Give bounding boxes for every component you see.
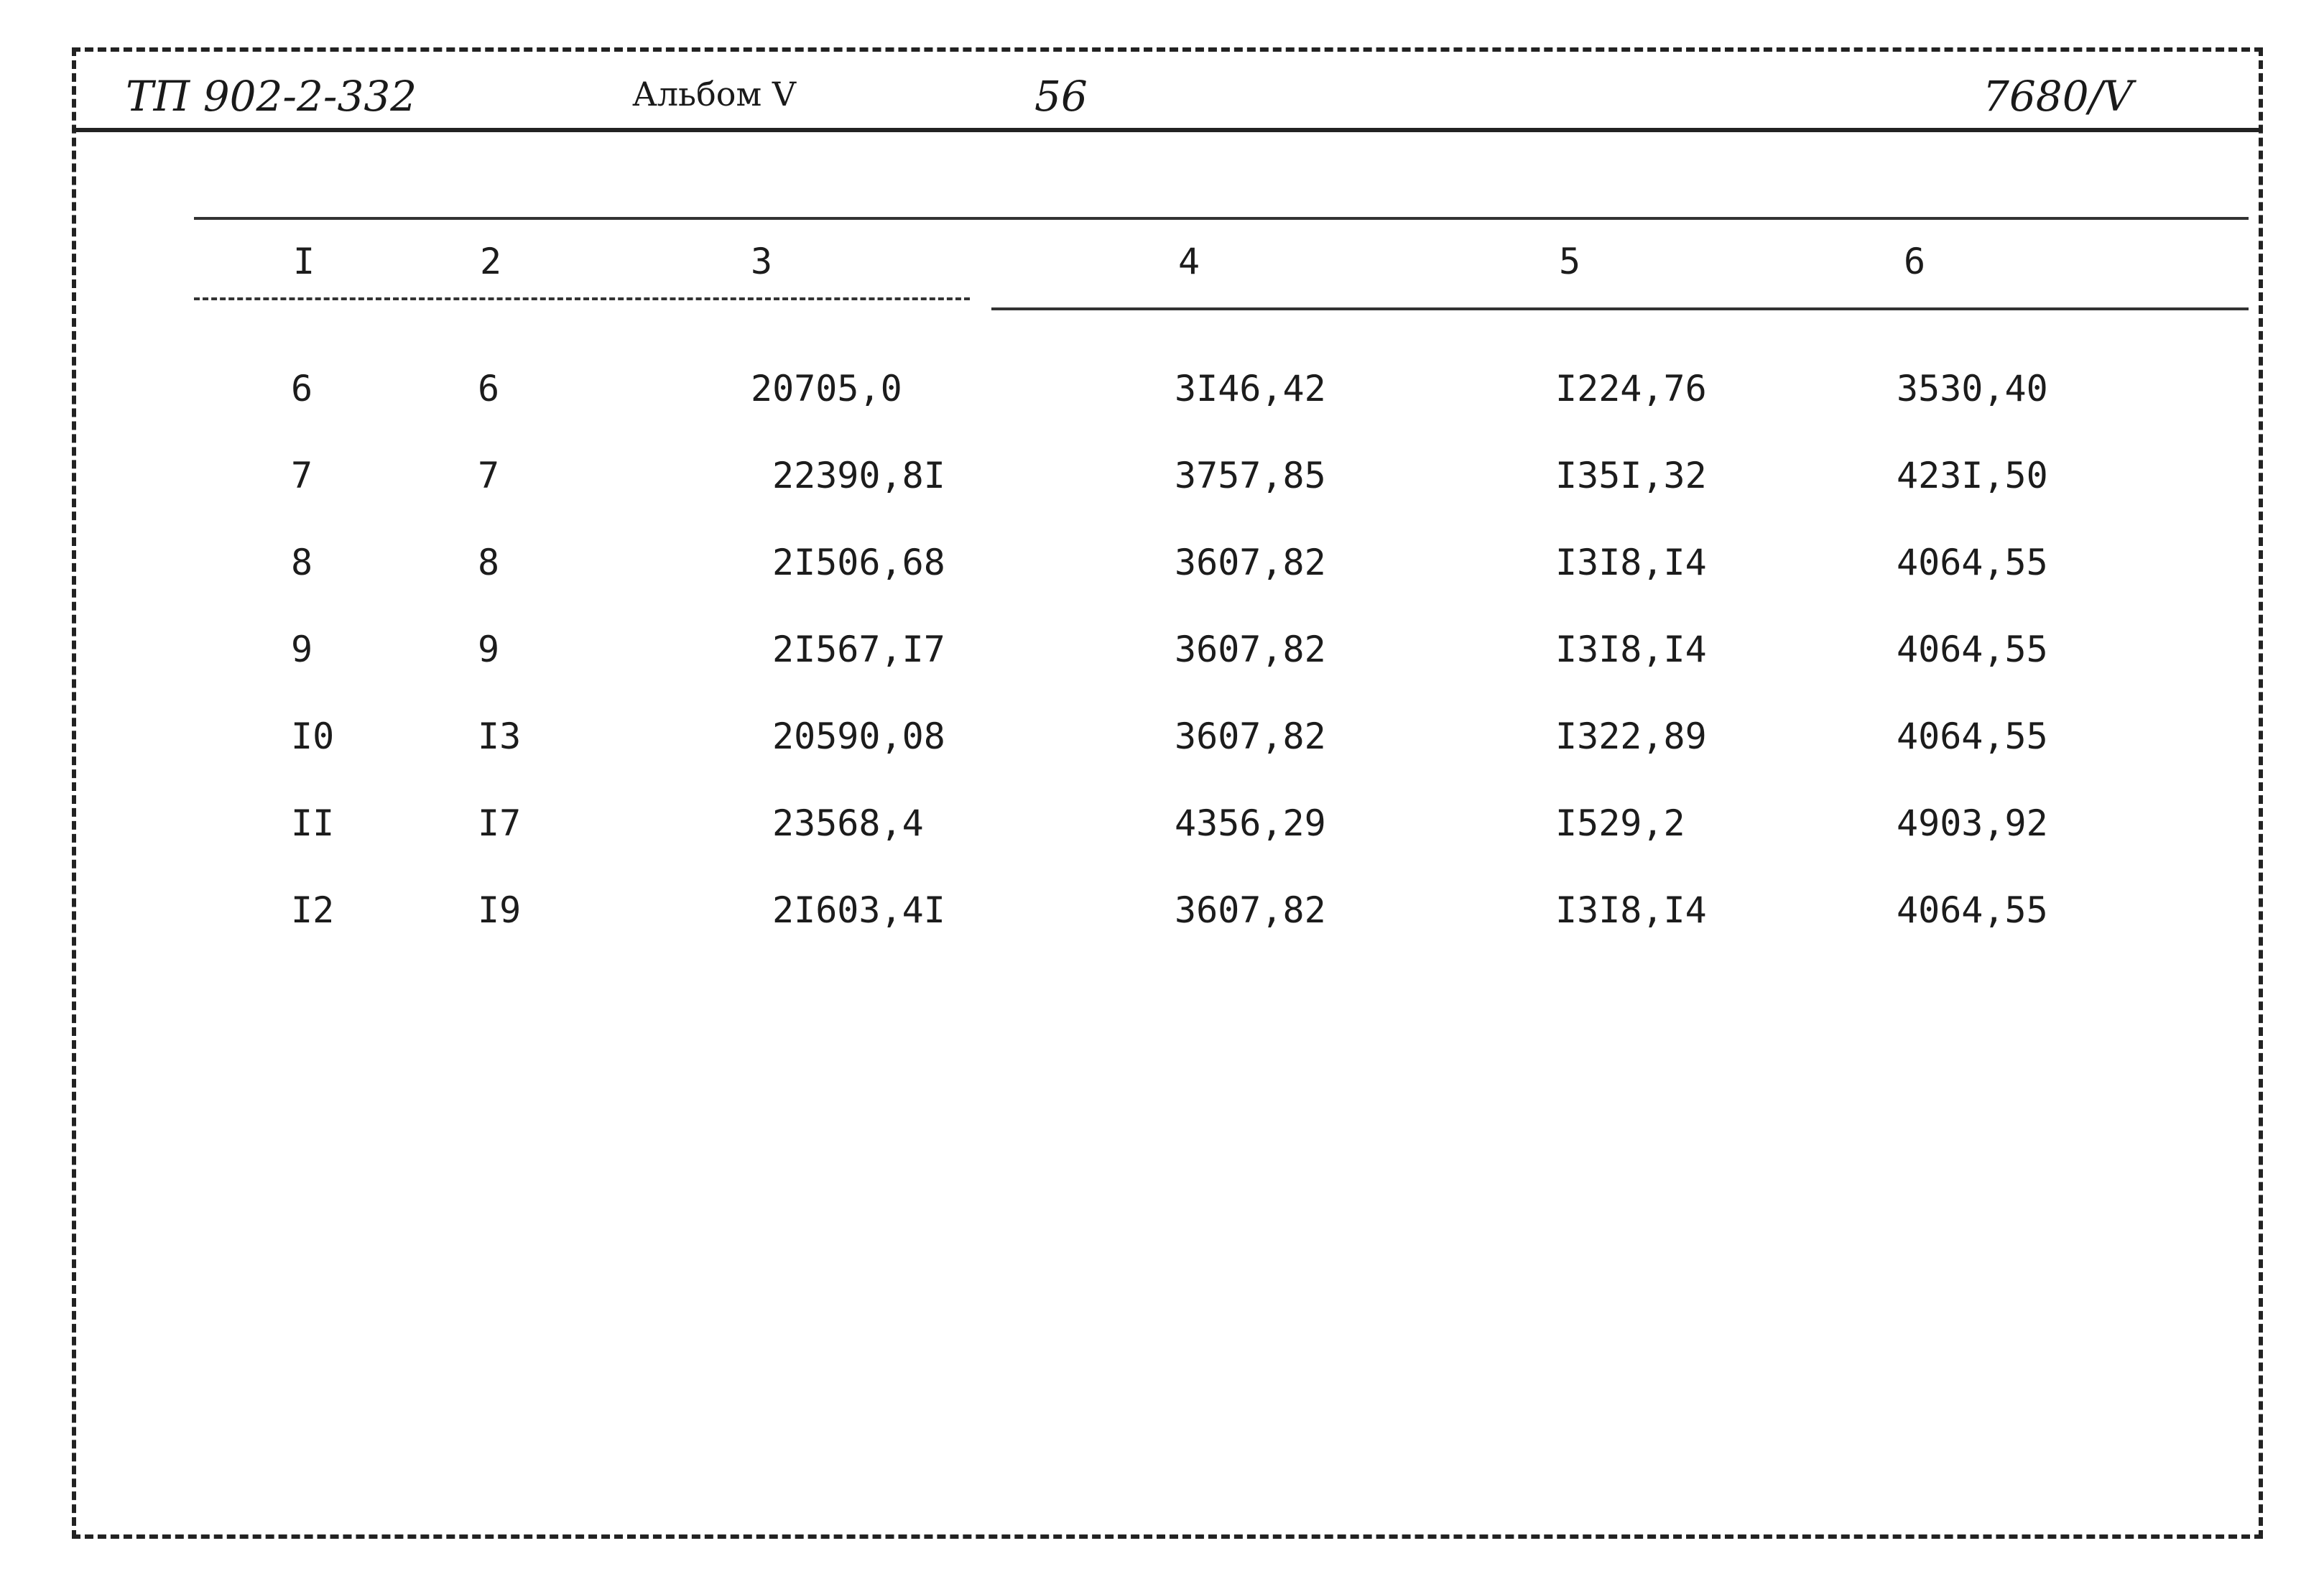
table-cell-r7-c4: 3607,82 bbox=[1175, 889, 1326, 931]
page-frame bbox=[72, 47, 2263, 1539]
table-cell-r3-c5: I3I8,I4 bbox=[1555, 542, 1707, 583]
column-header-1: I bbox=[293, 241, 315, 282]
table-cell-r6-c6: 4903,92 bbox=[1897, 802, 2048, 844]
table-cell-r7-c5: I3I8,I4 bbox=[1555, 889, 1707, 931]
table-cell-r6-c1: II bbox=[291, 802, 335, 844]
table-cell-r3-c4: 3607,82 bbox=[1175, 542, 1326, 583]
album-label: Альбом V bbox=[632, 75, 797, 114]
table-top-rule bbox=[194, 217, 2249, 220]
column-header-5: 5 bbox=[1559, 241, 1581, 282]
table-cell-r3-c6: 4064,55 bbox=[1897, 542, 2048, 583]
table-cell-r4-c4: 3607,82 bbox=[1175, 629, 1326, 670]
table-cell-r2-c5: I35I,32 bbox=[1555, 455, 1707, 496]
column-header-4: 4 bbox=[1178, 241, 1200, 282]
table-cell-r2-c2: 7 bbox=[478, 455, 500, 496]
table-cell-r4-c1: 9 bbox=[291, 629, 313, 670]
table-cell-r1-c3: 20705,0 bbox=[751, 368, 902, 409]
table-cell-r3-c1: 8 bbox=[291, 542, 313, 583]
table-cell-r1-c5: I224,76 bbox=[1555, 368, 1707, 409]
table-cell-r7-c3: 2I603,4I bbox=[772, 889, 945, 931]
table-cell-r1-c4: 3I46,42 bbox=[1175, 368, 1326, 409]
table-cell-r2-c1: 7 bbox=[291, 455, 313, 496]
table-cell-r6-c4: 4356,29 bbox=[1175, 802, 1326, 844]
table-cell-r4-c2: 9 bbox=[478, 629, 500, 670]
table-cell-r6-c3: 23568,4 bbox=[772, 802, 924, 844]
header-divider bbox=[72, 128, 2263, 132]
table-cell-r4-c6: 4064,55 bbox=[1897, 629, 2048, 670]
table-cell-r7-c6: 4064,55 bbox=[1897, 889, 2048, 931]
inventory-number: 7680/V bbox=[1983, 72, 2134, 121]
table-cell-r4-c3: 2I567,I7 bbox=[772, 629, 945, 670]
table-cell-r1-c1: 6 bbox=[291, 368, 313, 409]
table-cell-r5-c2: I3 bbox=[478, 716, 522, 757]
column-header-6: 6 bbox=[1904, 241, 1926, 282]
table-cell-r5-c3: 20590,08 bbox=[772, 716, 945, 757]
table-header-rule-right bbox=[991, 307, 2249, 310]
table-header-rule-left bbox=[194, 297, 970, 300]
table-cell-r5-c1: I0 bbox=[291, 716, 335, 757]
table-cell-r5-c6: 4064,55 bbox=[1897, 716, 2048, 757]
table-cell-r2-c6: 423I,50 bbox=[1897, 455, 2048, 496]
table-cell-r7-c2: I9 bbox=[478, 889, 522, 931]
table-cell-r3-c2: 8 bbox=[478, 542, 500, 583]
table-cell-r3-c3: 2I506,68 bbox=[772, 542, 945, 583]
table-cell-r1-c2: 6 bbox=[478, 368, 500, 409]
table-cell-r2-c4: 3757,85 bbox=[1175, 455, 1326, 496]
table-cell-r6-c2: I7 bbox=[478, 802, 522, 844]
table-cell-r4-c5: I3I8,I4 bbox=[1555, 629, 1707, 670]
page-number: 56 bbox=[1034, 72, 1088, 121]
table-cell-r1-c6: 3530,40 bbox=[1897, 368, 2048, 409]
table-cell-r2-c3: 22390,8I bbox=[772, 455, 945, 496]
column-header-3: 3 bbox=[751, 241, 773, 282]
table-cell-r6-c5: I529,2 bbox=[1555, 802, 1685, 844]
table-cell-r5-c5: I322,89 bbox=[1555, 716, 1707, 757]
column-header-2: 2 bbox=[480, 241, 502, 282]
document-code: ТП 902-2-332 bbox=[126, 72, 417, 121]
table-cell-r7-c1: I2 bbox=[291, 889, 335, 931]
table-cell-r5-c4: 3607,82 bbox=[1175, 716, 1326, 757]
